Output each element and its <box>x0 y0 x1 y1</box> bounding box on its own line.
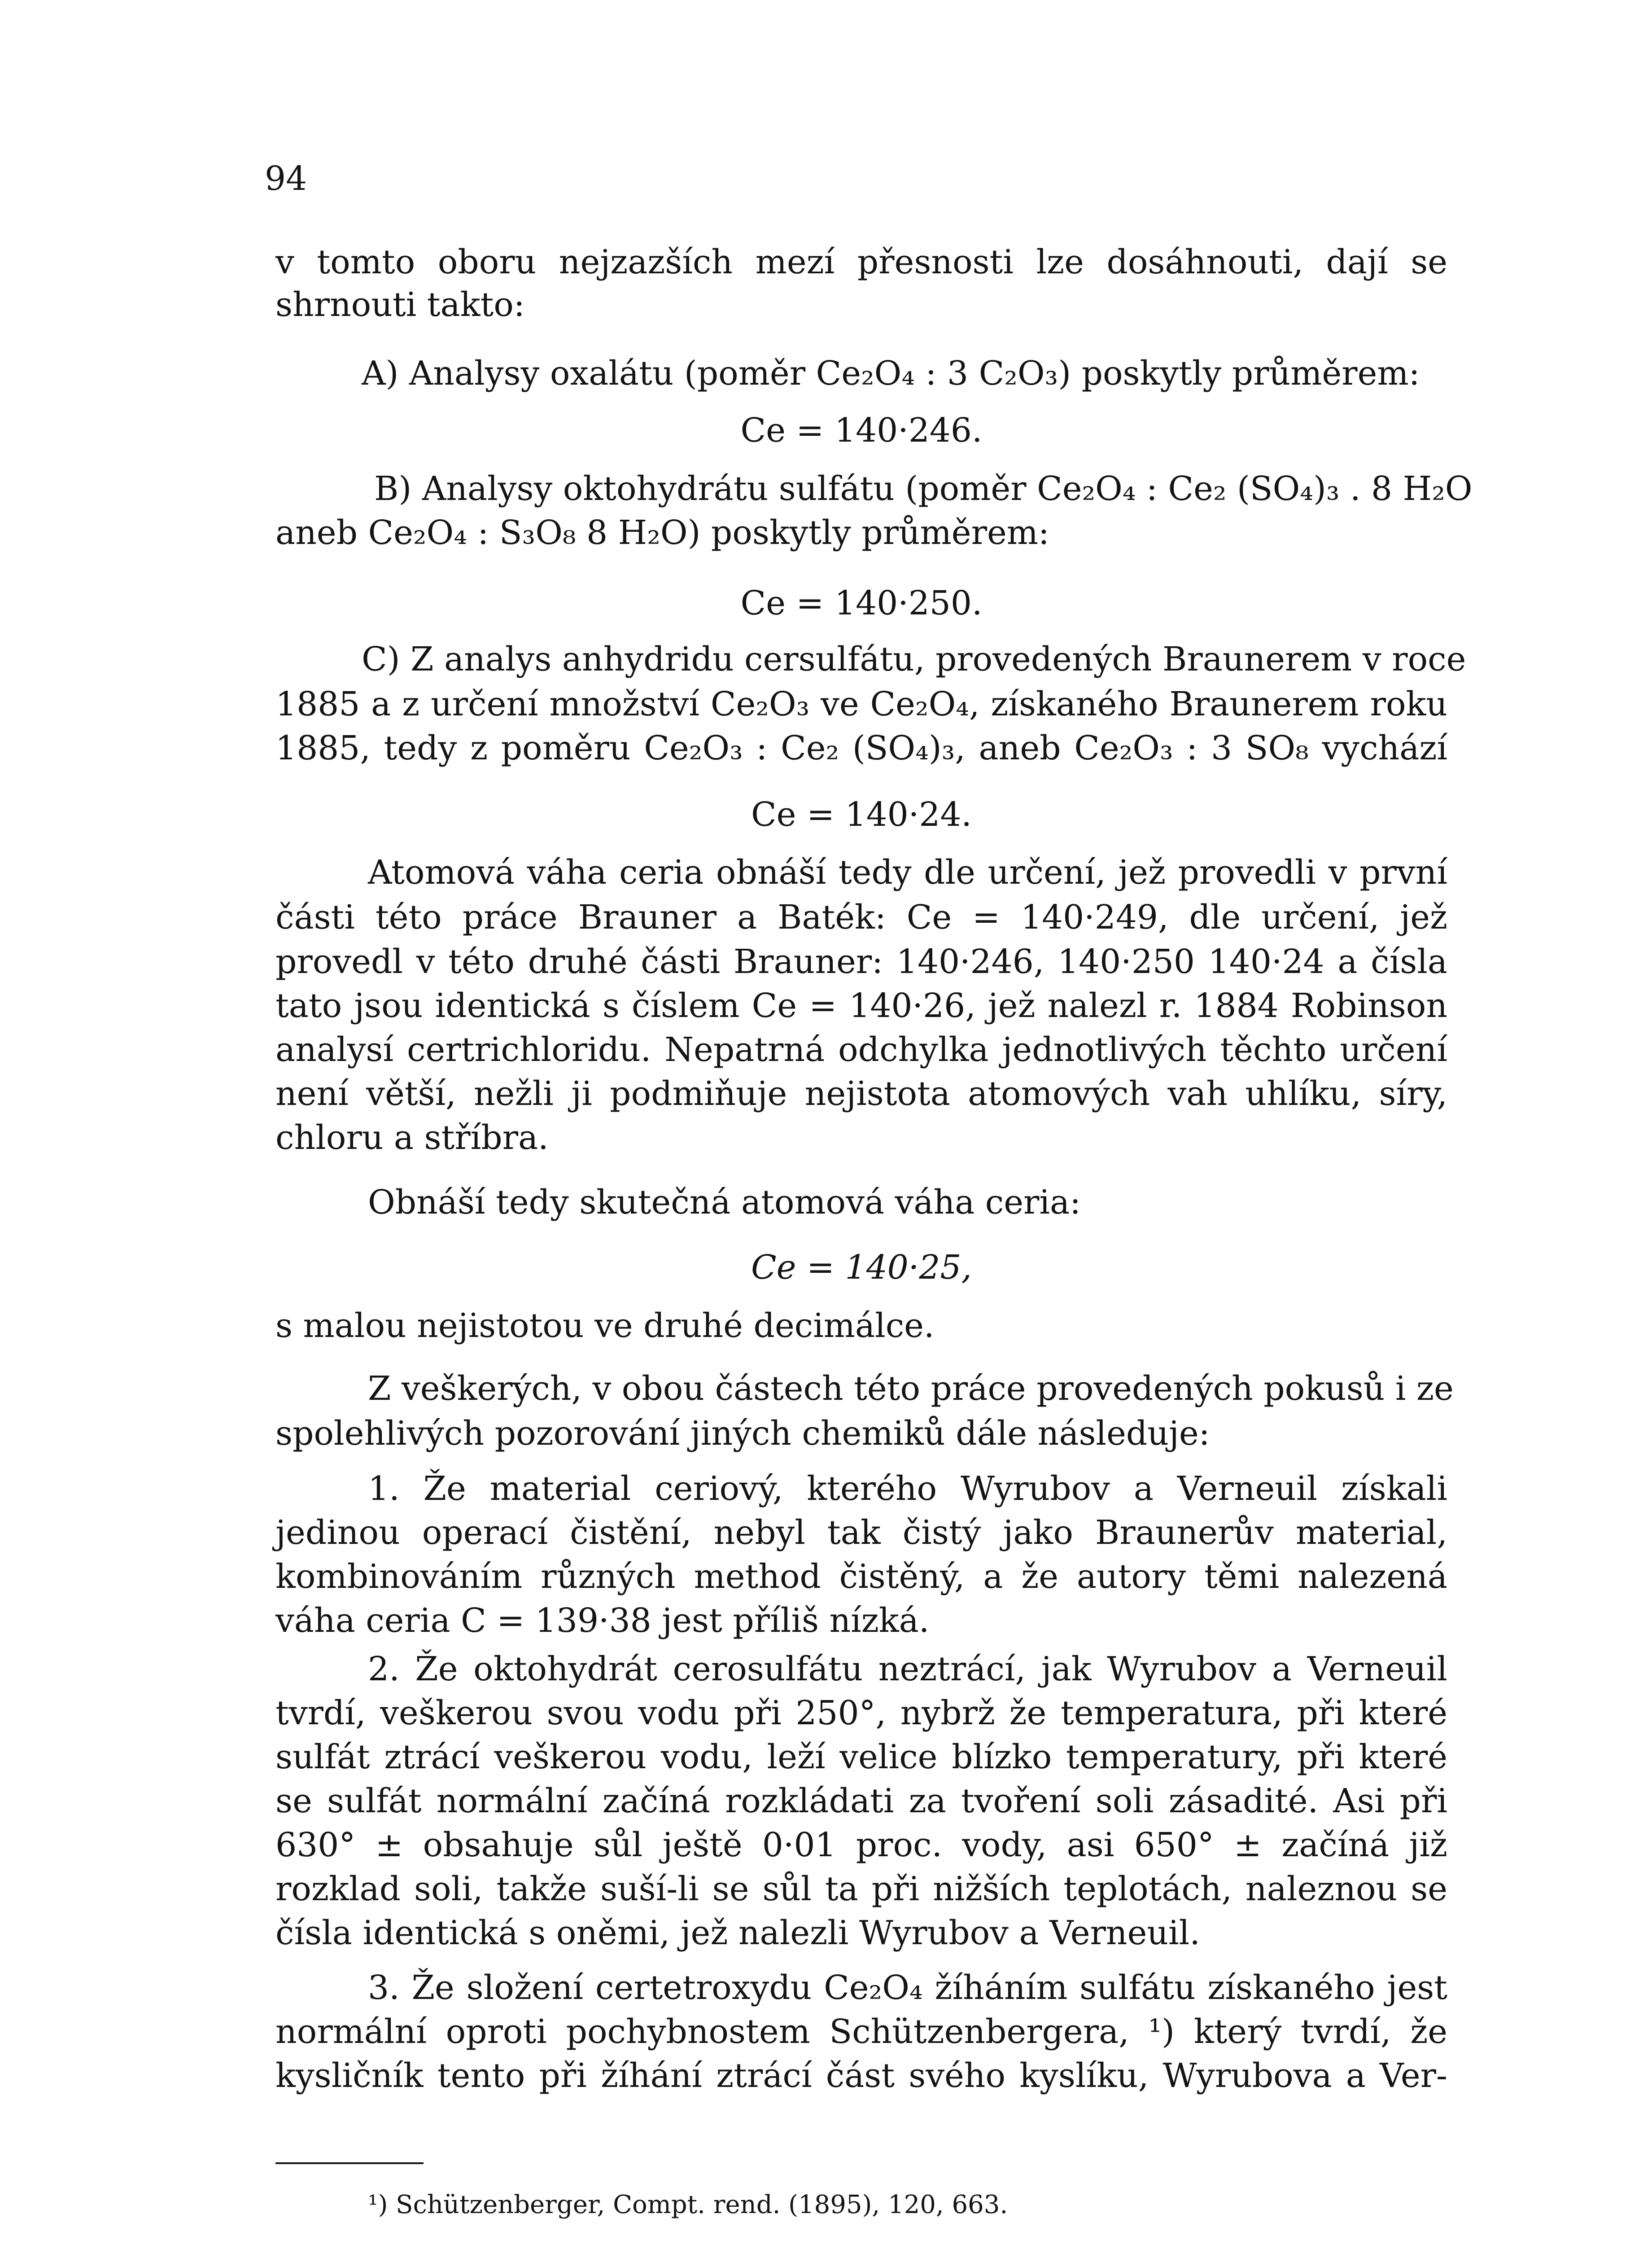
text-line: 630° ± obsahuje sůl ještě 0·01 proc. vody, asi 650° ± začíná již <box>275 1826 1447 1864</box>
text-line: tvrdí, veškerou svou vodu při 250°, nybrž že temperatura, při které <box>275 1694 1447 1732</box>
text-line: v tomto oboru nejzazších mezí přesnosti lze dosáhnouti, dají se <box>275 243 1447 281</box>
equation: Ce = 140·246. <box>740 411 983 450</box>
text-line: A) Analysy oxalátu (poměr Ce₂O₄ : 3 C₂O₃) poskytly průměrem: <box>362 354 1420 393</box>
equation: Ce = 140·24. <box>751 795 972 834</box>
footnote: ¹) Schützenberger, Compt. rend. (1895), 120, 663. <box>368 2190 1008 2219</box>
text-line: shrnouti takto: <box>275 285 525 324</box>
text-line: není větší, nežli ji podmiňuje nejistota atomových vah uhlíku, síry, <box>275 1074 1447 1113</box>
equation: Ce = 140·25, <box>751 1248 972 1287</box>
text-line: váha ceria C = 139·38 jest příliš nízká. <box>275 1601 930 1640</box>
text-line: normální oproti pochybnostem Schützenbergera, ¹) který tvrdí, že <box>275 2012 1447 2051</box>
text-line: spolehlivých pozorování jiných chemiků dále následuje: <box>275 1414 1210 1453</box>
text-line: sulfát ztrácí veškerou vodu, leží velice blízko temperatury, při které <box>275 1738 1447 1776</box>
footnote-rule <box>275 2162 424 2164</box>
equation: Ce = 140·250. <box>740 584 983 622</box>
text-line: kysličník tento při žíhání ztrácí část svého kyslíku, Wyrubova a Ver- <box>275 2056 1447 2095</box>
text-line: Atomová váha ceria obnáší tedy dle určení, jež provedli v první <box>368 853 1447 892</box>
text-line: rozklad soli, takže suší-li se sůl ta při nižších teplotách, naleznou se <box>275 1870 1447 1908</box>
text-line: kombinováním různých method čistěný, a že autory těmi nalezená <box>275 1557 1447 1596</box>
text-line: tato jsou identická s číslem Ce = 140·26, jež nalezl r. 1884 Robinson <box>275 986 1447 1025</box>
text-line: čísla identická s oněmi, jež nalezli Wyrubov a Verneuil. <box>275 1914 1200 1952</box>
page-number: 94 <box>265 159 307 198</box>
text-line: analysí certrichloridu. Nepatrná odchylka jednotlivých těchto určení <box>275 1030 1447 1069</box>
text-line: jedinou operací čistění, nebyl tak čistý jako Braunerův material, <box>275 1513 1447 1552</box>
text-line: B) Analysy oktohydrátu sulfátu (poměr Ce₂O₄ : Ce₂ (SO₄)₃ . 8 H₂O <box>374 469 1473 508</box>
text-line: Obnáší tedy skutečná atomová váha ceria: <box>368 1183 1081 1222</box>
text-line: 1885, tedy z poměru Ce₂O₃ : Ce₂ (SO₄)₃, aneb Ce₂O₃ : 3 SO₈ vychází <box>275 729 1447 767</box>
text-line: 3. Že složení certetroxydu Ce₂O₄ žíháním sulfátu získaného jest <box>368 1968 1447 2007</box>
text-line: Z veškerých, v obou částech této práce provedených pokusů i ze <box>368 1369 1454 1408</box>
text-line: se sulfát normální začíná rozkládati za tvoření soli zásadité. Asi při <box>275 1782 1447 1820</box>
text-line: 2. Že oktohydrát cerosulfátu neztrácí, jak Wyrubov a Verneuil <box>368 1650 1447 1688</box>
text-line: 1. Že material ceriový, kterého Wyrubov a Verneuil získali <box>368 1469 1447 1508</box>
text-line: s malou nejistotou ve druhé decimálce. <box>275 1306 935 1345</box>
text-line: části této práce Brauner a Baték: Ce = 140·249, dle určení, jež <box>275 898 1447 937</box>
text-line: chloru a stříbra. <box>275 1118 549 1157</box>
text-line: 1885 a z určení množství Ce₂O₃ ve Ce₂O₄, získaného Braunerem roku <box>275 685 1447 723</box>
text-line: C) Z analys anhydridu cersulfátu, provedených Braunerem v roce <box>362 640 1466 679</box>
text-line: aneb Ce₂O₄ : S₃O₈ 8 H₂O) poskytly průměrem: <box>275 513 1049 552</box>
text-line: provedl v této druhé části Brauner: 140·246, 140·250 140·24 a čísla <box>275 942 1447 981</box>
